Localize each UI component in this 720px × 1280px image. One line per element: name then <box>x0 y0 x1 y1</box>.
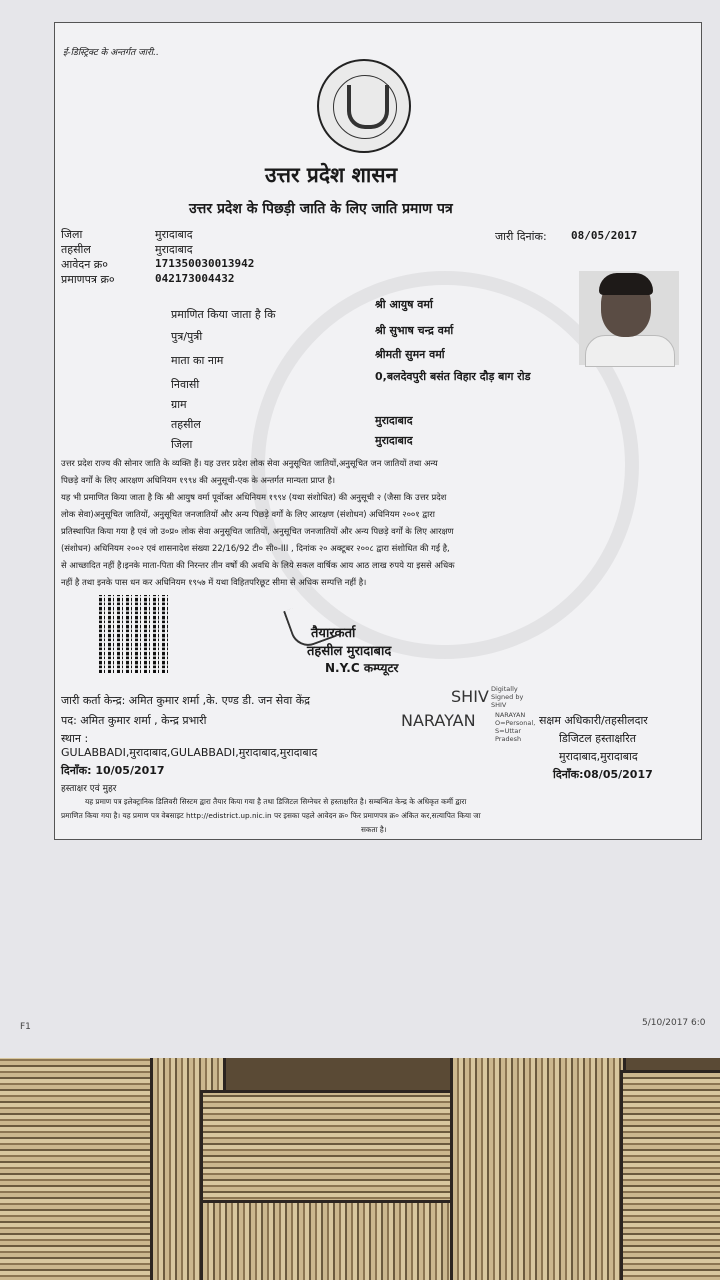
district-label: जिला <box>61 228 83 241</box>
digital-sign-name-2: NARAYAN <box>401 711 476 730</box>
tehsil-label: तहसील <box>61 243 91 256</box>
parent-name: श्री सुभाष चन्द्र वर्मा <box>375 324 454 337</box>
body-line: पिछड़े वर्गों के लिए आरक्षण अधिनियम १९९४ की अनुसूची-एक के अन्तर्गत मान्यता प्राप्त है। <box>61 475 336 485</box>
tehsil-value: मुरादाबाद <box>155 243 193 256</box>
prepared-office: तहसील मुरादाबाद <box>307 644 392 659</box>
application-label: आवेदन क्र० <box>61 258 108 271</box>
digital-sign-meta-1: Digitally Signed by SHIV <box>491 685 524 709</box>
authority-date: दिनाँक:08/05/2017 <box>553 768 653 781</box>
qr-code <box>99 595 169 673</box>
print-mark-left: F1 <box>20 1022 31 1032</box>
authority-title: सक्षम अधिकारी/तहसीलदार <box>539 714 648 727</box>
issuer-date: दिनाँक: 10/05/2017 <box>61 764 165 777</box>
body-line: प्रतिस्थापित किया गया है एवं जो उ०प्र० लोक सेवा अनुसूचित जातियों, अनुसूचित जनजातियों और अन्य पिछड़े वर्गों के लिए आरक्षण <box>61 526 454 536</box>
certificate-title: उत्तर प्रदेश के पिछड़ी जाति के लिए जाति प्रमाण पत्र <box>189 201 453 217</box>
district-value: मुरादाबाद <box>155 228 193 241</box>
mat-tile <box>200 1200 456 1280</box>
detail-district-value: मुरादाबाद <box>375 434 413 447</box>
floor-mat-background <box>0 1050 720 1280</box>
photo-shirt <box>585 335 675 367</box>
issuing-center: जारी कर्ता केन्द्र: अमित कुमार शर्मा ,के. एण्ड डी. जन सेवा केंद्र <box>61 694 310 707</box>
footer-line: सकता है। <box>361 825 387 834</box>
sign-seal-label: हस्ताक्षर एवं मुहर <box>61 784 117 794</box>
mother-label: माता का नाम <box>171 354 224 367</box>
issuer-post: पद: अमित कुमार शर्मा , केन्द्र प्रभारी <box>61 714 207 727</box>
certificate-number-label: प्रमाणपत्र क्र० <box>61 273 115 286</box>
parent-label: पुत्र/पुत्री <box>171 330 203 343</box>
place-label: स्थान : <box>61 732 89 745</box>
digital-sign-meta-2: NARAYAN O=Personal, S=Uttar Pradesh <box>495 711 536 743</box>
issue-date-label: जारी दिनांक: <box>495 230 547 243</box>
state-emblem <box>317 59 411 153</box>
gov-title: उत्तर प्रदेश शासन <box>265 163 398 187</box>
place-value: GULABBADI,मुरादाबाद,GULABBADI,मुरादाबाद,मुरादाबाद <box>61 746 318 759</box>
top-note: ई-डिस्ट्रिक्ट के अन्तर्गत जारी.. <box>63 48 159 58</box>
mother-name: श्रीमती सुमन वर्मा <box>375 348 445 361</box>
issue-date-value: 08/05/2017 <box>571 229 638 242</box>
mat-tile <box>620 1070 720 1280</box>
detail-tehsil-value: मुरादाबाद <box>375 414 413 427</box>
print-timestamp: 5/10/2017 6:0 <box>642 1018 706 1028</box>
resident-address: 0,बलदेवपुरी बसंत विहार दौड़ बाग रोड <box>375 370 531 383</box>
mat-tile <box>450 1050 626 1280</box>
body-line: से आच्छादित नहीं है।इनके माता-पिता की निरन्तर तीन वर्षों की अवधि के लिये सकल वार्षिक आय आठ लाख रुपये या इससे अधिक <box>61 560 455 570</box>
photo-hair <box>599 273 653 295</box>
mat-tile <box>200 1090 456 1206</box>
village-label: ग्राम <box>171 398 187 411</box>
authority-place: मुरादाबाद,मुरादाबाद <box>559 750 638 763</box>
digitally-signed-label: डिजिटल हस्ताक्षरित <box>559 732 636 745</box>
prepared-by: तैयारकर्ता <box>311 626 356 641</box>
body-line: (संशोधन) अधिनियम २००२ एवं शासनादेश संख्या 22/16/92 टी० सी०-III , दिनांक २० अक्टूबर २००८ द्वारा संशोधित की गई है, <box>61 543 450 553</box>
mat-tile <box>0 1050 156 1280</box>
certify-label: प्रमाणित किया जाता है कि <box>171 308 276 321</box>
prepared-operator: N.Y.C कम्प्यूटर <box>325 661 399 675</box>
certificate-body <box>61 455 455 591</box>
certificate-frame <box>54 22 702 840</box>
detail-district-label: जिला <box>171 438 193 451</box>
detail-tehsil-label: तहसील <box>171 418 201 431</box>
application-number: 171350030013942 <box>155 257 255 270</box>
applicant-photo <box>579 271 679 365</box>
footer-line: यह प्रमाण पत्र इलेक्ट्रानिक डिलिवरी सिस्टम द्वारा तैयार किया गया है तथा डिजिटल सिग्नेचर से हस्ताक्षरित है। सम्बन्धित केन्द्र के अधिकृत कर्मी द्वारा <box>85 797 467 806</box>
digital-sign-name-1: SHIV <box>451 687 489 706</box>
footer-line: प्रमाणित किया गया है। यह प्रमाण पत्र वेबसाइट http://edistrict.up.nic.in पर इसका पहले आवेदन क्र० फिर प्रमाणपत्र क्र० अंकित कर,सत्यापित किया जा <box>61 811 481 820</box>
resident-label: निवासी <box>171 378 200 391</box>
body-line: यह भी प्रमाणित किया जाता है कि श्री आयुष वर्मा पूर्वोक्त अधिनियम १९९४ (यथा संशोधित) की अनुसूची २ (जैसा कि उत्तर प्रदेश <box>61 492 447 502</box>
emblem-symbol <box>347 85 389 129</box>
applicant-name: श्री आयुष वर्मा <box>375 298 433 311</box>
body-line: उत्तर प्रदेश राज्य की सोनार जाति के व्यक्ति हैं। यह उत्तर प्रदेश लोक सेवा अनुसूचित जातियों,अनुसूचित जन जातियों तथा अन्य <box>61 458 438 468</box>
certificate-number: 042173004432 <box>155 272 235 285</box>
body-line: लोक सेवा)अनुसूचित जातियों, अनुसूचित जनजातियों और अन्य पिछड़े वर्गों के लिए आरक्षण (संशोधन) अधिनियम २००१ द्वारा <box>61 509 435 519</box>
body-line: नहीं है तथा इनके पास धन कर अधिनियम १९५७ में यथा विहितपरिछूट सीमा से अधिक सम्पत्ति नहीं है। <box>61 577 367 587</box>
